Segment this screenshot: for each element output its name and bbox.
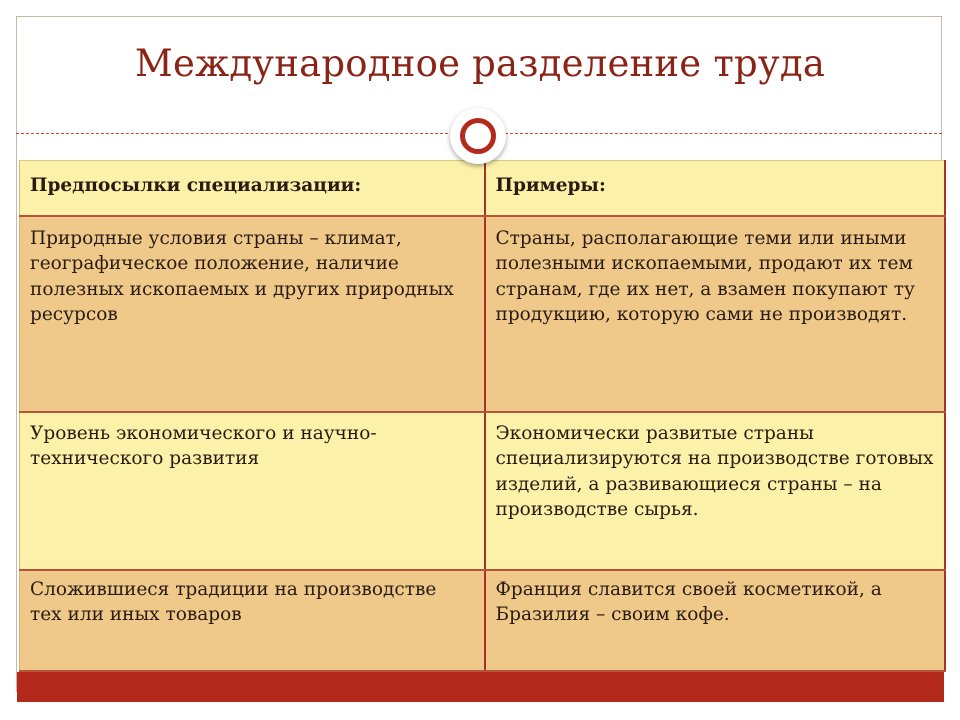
- table-row: [20, 216, 945, 412]
- example-cell: Франция славится своей косметикой, а Бразилия – своим кофе.: [485, 570, 945, 671]
- table-row: [20, 412, 945, 570]
- footer-bar: [17, 672, 944, 702]
- ring-inner-icon: [460, 118, 496, 154]
- prerequisite-cell: Уровень экономического и научно-технического развития: [20, 412, 485, 570]
- ring-ornament-icon: [450, 108, 506, 164]
- prerequisite-cell: Природные условия страны – климат, географическое положение, наличие полезных ископаемых и других природных ресурсов: [20, 216, 485, 412]
- example-cell: Экономически развитые страны специализируются на производстве готовых изделий, а развивающиеся страны – на производстве сырья.: [485, 412, 945, 570]
- header-examples: Примеры:: [485, 161, 945, 216]
- specialization-table: [19, 160, 946, 672]
- prerequisite-cell: Сложившиеся традиции на производстве тех или иных товаров: [20, 570, 485, 671]
- example-cell: Страны, располагающие теми или иными полезными ископаемыми, продают их тем странам, где их нет, а взамен покупают ту продукцию, которую сами не производят.: [485, 216, 945, 412]
- table-row: [20, 570, 945, 671]
- header-prerequisites: Предпосылки специализации:: [20, 161, 485, 216]
- table-header-row: [20, 161, 945, 216]
- slide-title: Международное разделение труда: [134, 42, 826, 85]
